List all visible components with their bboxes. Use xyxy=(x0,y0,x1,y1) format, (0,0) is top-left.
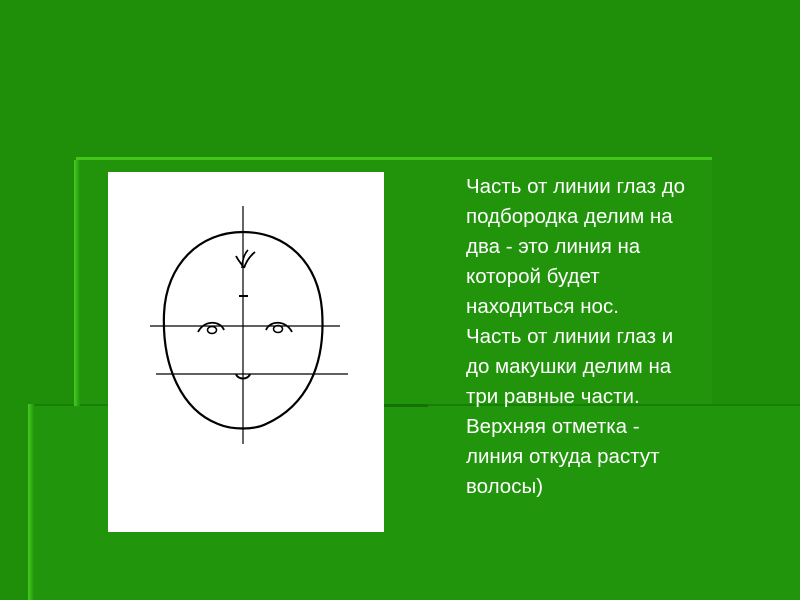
right-eye-icon xyxy=(266,323,292,332)
decorative-line-top xyxy=(76,157,712,160)
explanation-text: Часть от линии глаз до подбородка делим на два - это линия на которой будет находиться нос. Часть от линии глаз и до макушки делим на три равные части. Верхняя отметка - линия откуда растут волосы) xyxy=(466,175,686,498)
face-proportions-drawing xyxy=(108,172,384,532)
face-drawing-image xyxy=(108,172,384,532)
decorative-line-middle xyxy=(380,404,428,407)
decorative-line-left xyxy=(28,404,34,600)
left-eye-icon xyxy=(198,323,224,332)
left-pupil xyxy=(208,327,217,334)
decorative-line-panel xyxy=(74,160,80,406)
